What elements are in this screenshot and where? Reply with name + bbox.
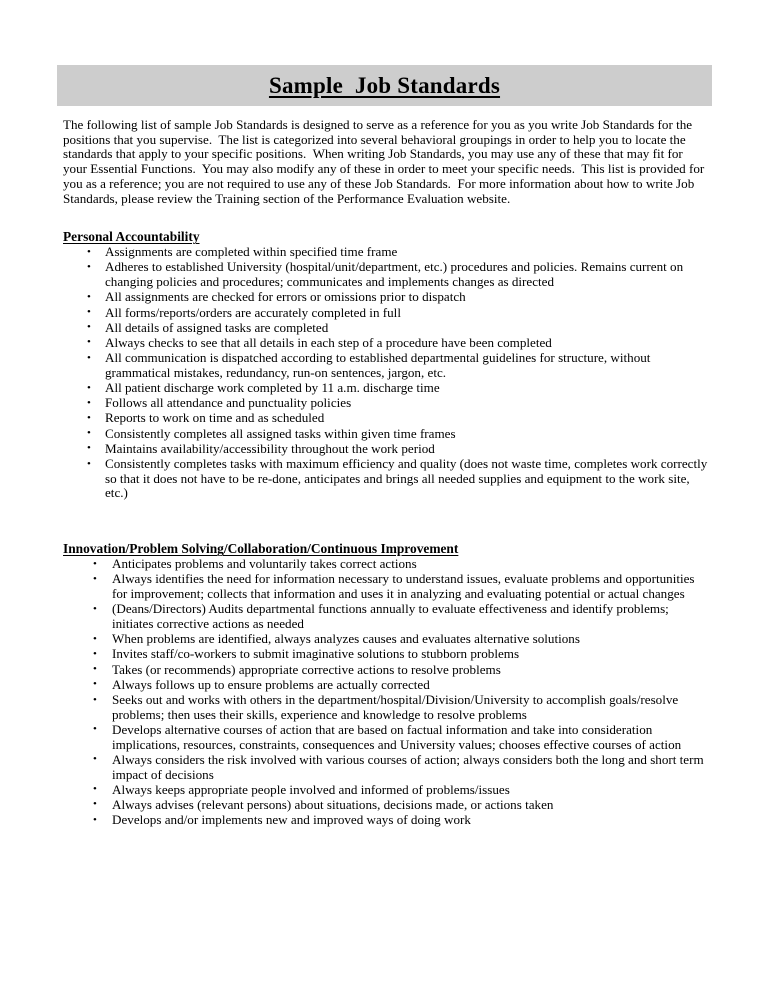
- section-personal-accountability: [63, 229, 708, 501]
- list-item: • (Deans/Directors) Audits departmental functions annually to evaluate effectiveness and identify problems; initiates corrective actions as needed: [63, 602, 708, 631]
- list-item: • Assignments are completed within specified time frame: [63, 245, 708, 260]
- list-item: • Always follows up to ensure problems are actually corrected: [63, 678, 708, 693]
- list-item: • All communication is dispatched according to established departmental guidelines for structure, without grammatical mistakes, redundancy, run-on sentences, jargon, etc.: [63, 351, 708, 380]
- list-item: • Always keeps appropriate people involved and informed of problems/issues: [63, 783, 708, 798]
- page-title: Sample Job Standards: [268, 73, 501, 98]
- list-item: • All forms/reports/orders are accurately completed in full: [63, 306, 708, 321]
- list-item: • Seeks out and works with others in the department/hospital/Division/University to accomplish goals/resolve problems; then uses their skills, experience and knowledge to resolve problems: [63, 693, 708, 722]
- document-body: [63, 118, 708, 828]
- title-banner: [57, 65, 712, 106]
- list-item: • Maintains availability/accessibility throughout the work period: [63, 442, 708, 457]
- section-heading: Personal Accountability: [63, 229, 200, 245]
- list-item: • Develops alternative courses of action that are based on factual information and take into consideration implications, resources, constraints, consequences and University values; chooses effective courses of action: [63, 723, 708, 752]
- list-item: • Always checks to see that all details in each step of a procedure have been completed: [63, 336, 708, 351]
- intro-paragraph: The following list of sample Job Standards is designed to serve as a reference for you as you write Job Standards for the positions that you supervise. The list is categorized into several behavioral groupings in order to help you to locate the standards that apply to your specific positions. When writing Job Standards, you may use any of these that may fit for your Essential Functions. You may also modify any of these in order to meet your specific needs. This list is provided for you as a reference; you are not required to use any of these Job Standards. For more information about how to write Job Standards, please review the Training section of the Performance Evaluation website.: [63, 117, 708, 206]
- list-item: • Always advises (relevant persons) about situations, decisions made, or actions taken: [63, 798, 708, 813]
- list-item: • Takes (or recommends) appropriate corrective actions to resolve problems: [63, 663, 708, 678]
- list-item: • When problems are identified, always analyzes causes and evaluates alternative solutions: [63, 632, 708, 647]
- section-heading: Innovation/Problem Solving/Collaboration/Continuous Improvement: [63, 541, 459, 557]
- list-item: • Always considers the risk involved with various courses of action; always considers both the long and short term impact of decisions: [63, 753, 708, 782]
- standards-list-innovation: [63, 557, 708, 828]
- list-item: • Develops and/or implements new and improved ways of doing work: [63, 813, 708, 828]
- list-item: • All assignments are checked for errors or omissions prior to dispatch: [63, 290, 708, 305]
- list-item: • Invites staff/co-workers to submit imaginative solutions to stubborn problems: [63, 647, 708, 662]
- section-innovation-problem-solving: [63, 541, 708, 828]
- list-item: • Consistently completes all assigned tasks within given time frames: [63, 427, 708, 442]
- list-item: • Follows all attendance and punctuality policies: [63, 396, 708, 411]
- list-item: • Consistently completes tasks with maximum efficiency and quality (does not waste time, completes work correctly so that it does not have to be re-done, anticipates and brings all needed supplies and equipment to the work site, etc.): [63, 457, 708, 501]
- list-item: • All details of assigned tasks are completed: [63, 321, 708, 336]
- list-item: • Reports to work on time and as scheduled: [63, 411, 708, 426]
- standards-list-personal-accountability: [63, 245, 708, 501]
- list-item: • Adheres to established University (hospital/unit/department, etc.) procedures and policies. Remains current on changing policies and procedures; communicates and implements changes as directed: [63, 260, 708, 289]
- list-item: • Anticipates problems and voluntarily takes correct actions: [63, 557, 708, 572]
- list-item: • Always identifies the need for information necessary to understand issues, evaluate problems and opportunities for improvement; collects that information and uses it in analyzing and evaluating potential or actual changes: [63, 572, 708, 601]
- list-item: • All patient discharge work completed by 11 a.m. discharge time: [63, 381, 708, 396]
